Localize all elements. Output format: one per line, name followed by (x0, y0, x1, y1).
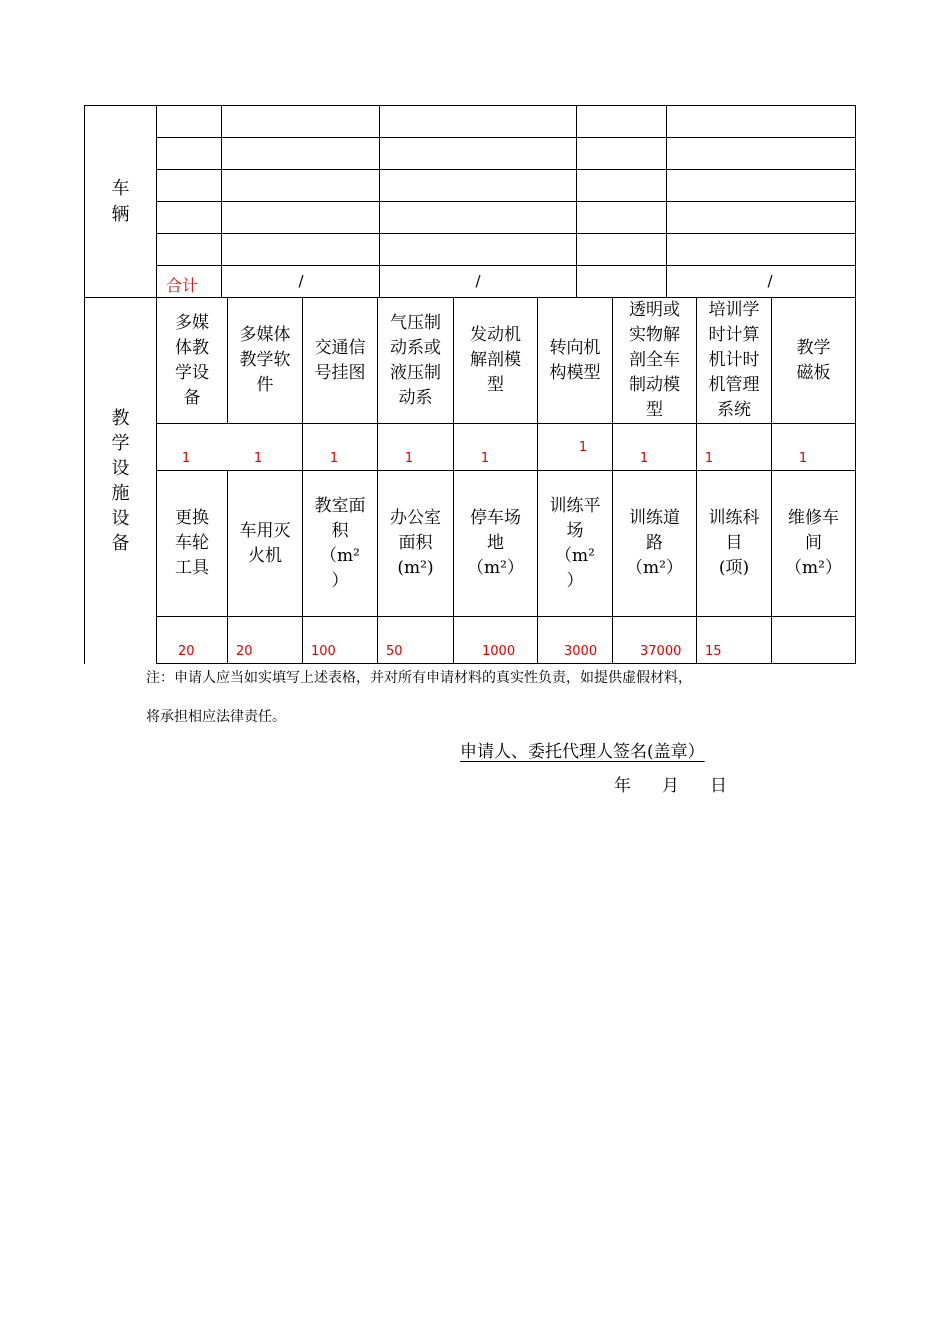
equipment-header-steering-model: 转向机 构模型 (549, 337, 601, 383)
facilities-label-char: 教 (111, 408, 130, 429)
equipment-value: 1 (578, 439, 588, 455)
facility-header-classroom-area: 教室面 积 （m² ） (314, 495, 366, 591)
total-slash-1: / (298, 272, 304, 290)
facility-header-wheel-tools: 更换 车轮 工具 (175, 508, 209, 578)
equipment-value: 1 (639, 450, 649, 466)
vehicles-label-line1: 车 (111, 177, 130, 199)
date-month: 月 (662, 776, 679, 796)
total-slash-3: / (767, 272, 773, 290)
date-day: 日 (710, 776, 727, 796)
equipment-value: 1 (253, 450, 263, 466)
total-slash-2: / (475, 272, 481, 290)
facility-header-training-ground: 训练平 场 （m² ） (549, 495, 601, 591)
facility-header-extinguisher: 车用灭 火机 (239, 520, 291, 566)
legal-note-line2: 将承担相应法律责任。 (146, 709, 286, 725)
legal-note-line1: 注：申请人应当如实填写上述表格，并对所有申请材料的真实性负责，如提供虚假材料， (146, 670, 692, 686)
facilities-section-label (85, 298, 156, 664)
facility-value: 20 (236, 643, 253, 659)
vehicles-label-line2: 辆 (111, 203, 130, 225)
facilities-label-char: 备 (111, 533, 130, 554)
facility-value: 37000 (640, 643, 682, 659)
facility-value: 1000 (482, 643, 516, 659)
facility-header-parking: 停车场 地 （m²） (467, 508, 524, 578)
equipment-header-brake-model: 透明或 实物解 剖全车 制动模 型 (629, 300, 680, 420)
facility-header-office-area: 办公室 面积 (m²) (390, 508, 441, 578)
signature-title: 申请人、委托代理人签名(盖章） (460, 742, 705, 762)
facility-value: 50 (386, 643, 403, 659)
facility-header-training-road: 训练道 路 （m²） (626, 508, 683, 578)
facility-value: 15 (705, 643, 722, 659)
facilities-label-char: 学 (111, 433, 130, 454)
equipment-value: 1 (404, 450, 414, 466)
equipment-header-brake-system: 气压制 动系或 液压制 动系 (390, 312, 441, 408)
facility-value: 100 (311, 643, 336, 659)
equipment-header-magnetic-board: 教学 磁板 (796, 337, 831, 383)
equipment-value: 1 (704, 450, 714, 466)
facilities-label-char: 设 (111, 458, 130, 479)
equipment-value: 1 (480, 450, 490, 466)
equipment-value: 1 (181, 450, 191, 466)
total-label: 合计 (166, 275, 199, 295)
equipment-header-engine-model: 发动机 解剖模 型 (470, 325, 521, 395)
date-year: 年 (614, 776, 631, 796)
equipment-value: 1 (329, 450, 339, 466)
equipment-header-multimedia: 多媒 体教 学设 备 (175, 312, 209, 408)
equipment-header-signal-charts: 交通信 号挂图 (314, 337, 366, 383)
facilities-label-char: 设 (111, 508, 130, 529)
facility-header-repair-workshop: 维修车 间 （m²） (785, 508, 842, 578)
facilities-label-char: 施 (111, 483, 130, 504)
facility-value (780, 642, 810, 660)
facility-value: 3000 (564, 643, 598, 659)
facility-header-training-subjects: 训练科 目 (项) (708, 508, 760, 578)
facility-value: 20 (178, 643, 195, 659)
equipment-header-software: 多媒体 教学软 件 (239, 325, 291, 395)
equipment-header-timing-system: 培训学 时计算 机计时 机管理 系统 (708, 300, 760, 420)
equipment-value: 1 (798, 450, 808, 466)
vehicles-section-label (85, 106, 156, 297)
